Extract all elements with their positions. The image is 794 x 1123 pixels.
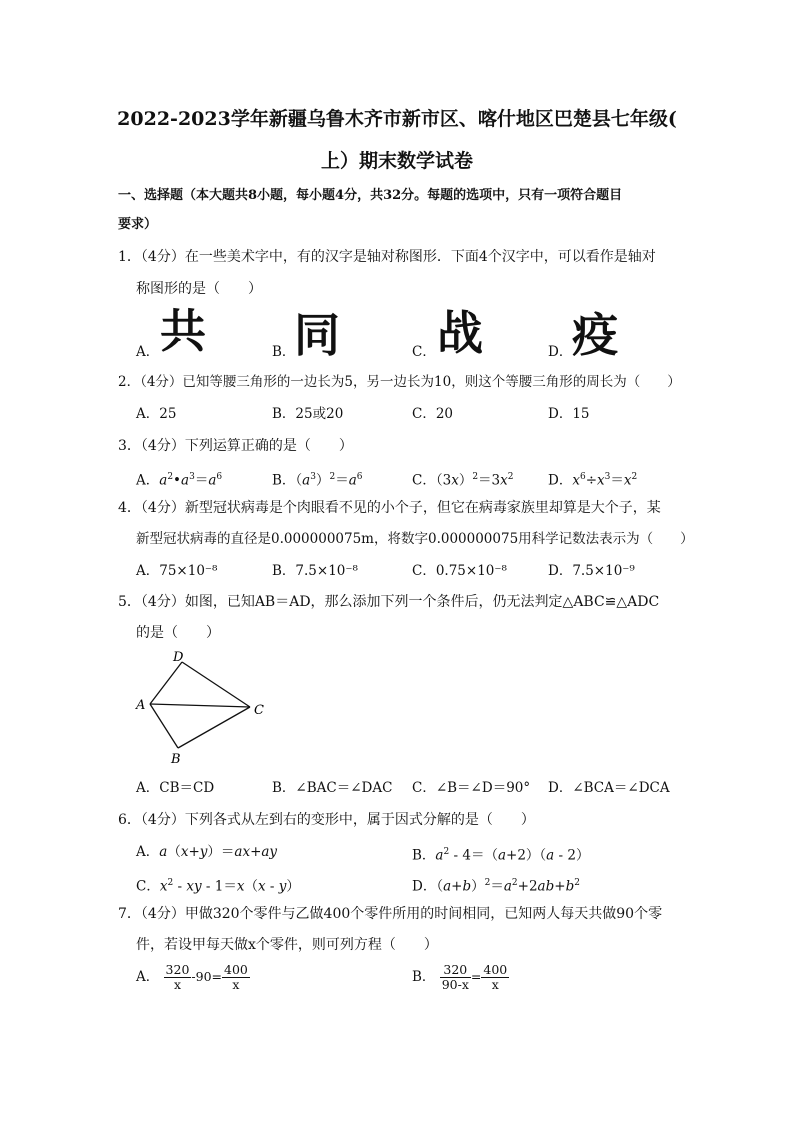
q1-option-d-label: D． bbox=[548, 344, 573, 360]
q4-option-c: C．0.75×10⁻⁸ bbox=[412, 563, 507, 579]
q5-option-c: C．∠B＝∠D＝90° bbox=[412, 780, 531, 796]
q3-option-c: C．$(3x)^2=3x^2$ bbox=[412, 472, 514, 489]
q4-option-a: A．75×10⁻⁸ bbox=[136, 563, 218, 579]
q1-option-c-label: C． bbox=[412, 344, 436, 360]
q1-option-b-label: B． bbox=[272, 344, 296, 360]
question-4-text-cont: 新型冠状病毒的直径是0.000000075m，将数字0.000000075用科学记数法表示为（ ） bbox=[136, 531, 694, 547]
exam-title-line2: 上）期末数学试卷 bbox=[320, 150, 473, 172]
point-label-b: B bbox=[171, 752, 181, 767]
q2-option-c: C．20 bbox=[412, 406, 454, 422]
q3-option-d: D．$x^6\div x^3=x^2$ bbox=[548, 472, 638, 489]
question-2-text: 2．（4分）已知等腰三角形的一边长为5，另一边长为10，则这个等腰三角形的周长为（ ） bbox=[118, 374, 681, 390]
q7-option-b: B． $\frac{320}{90-x}$ = $\frac{400}{x}$ bbox=[412, 962, 508, 992]
question-5-text-cont: 的是（ ） bbox=[136, 625, 220, 641]
question-4-text: 4．（4分）新型冠状病毒是个肉眼看不见的小个子，但它在病毒家族里却算是大个子，某 bbox=[118, 500, 661, 516]
q2-option-a: A．25 bbox=[136, 406, 177, 422]
segment-dc bbox=[182, 662, 250, 707]
question-1-text: 1．（4分）在一些美术字中，有的汉字是轴对称图形．下面4个汉字中，可以看作是轴对 bbox=[118, 249, 656, 265]
question-6-text: 6．（4分）下列各式从左到右的变形中，属于因式分解的是（ ） bbox=[118, 812, 535, 828]
q1-option-a-char: 共 bbox=[160, 304, 206, 358]
q1-option-c-char: 战 bbox=[437, 306, 483, 360]
q6-option-c: C．$x^2$ - xy - 1＝x（x - y） bbox=[136, 878, 300, 895]
q6-option-b: B．$a^2 - 4=(a+2)(a - 2)$ bbox=[412, 847, 590, 864]
q3-option-b: B．$(a^3)^2=a^6$ bbox=[272, 472, 363, 489]
q2-option-d: D．15 bbox=[548, 406, 590, 422]
segment-bc bbox=[178, 707, 250, 748]
q7-option-a: A． $\frac{320}{x}$ -90= $\frac{400}{x}$ bbox=[136, 962, 248, 992]
segment-ab bbox=[150, 704, 178, 748]
exam-title-line1: 2022-2023学年新疆乌鲁木齐市新市区、喀什地区巴楚县七年级( bbox=[117, 108, 677, 130]
q1-option-b-char: 同 bbox=[294, 308, 340, 362]
q6-option-d: D．$(a+b)^2=a^2+2ab+b^2$ bbox=[412, 878, 580, 895]
q1-option-d-char: 疫 bbox=[572, 308, 618, 362]
fraction: $\frac{320}{x}$ bbox=[165, 962, 190, 992]
section-heading: 一、选择题（本大题共8小题，每小题4分，共32分。每题的选项中，只有一项符合题目 bbox=[118, 188, 623, 203]
segment-ad bbox=[150, 662, 182, 704]
q5-option-a: A．CB＝CD bbox=[136, 780, 215, 796]
question-7-text: 7．（4分）甲做320个零件与乙做400个零件所用的时间相同，已知两人每天共做90个零 bbox=[118, 906, 663, 922]
question-3-text: 3．（4分）下列运算正确的是（ ） bbox=[118, 438, 353, 454]
question-5-text: 5．（4分）如图，已知AB＝AD，那么添加下列一个条件后，仍无法判定△ABC≌△ADC bbox=[118, 594, 660, 610]
fraction: $\frac{320}{90-x}$ bbox=[441, 962, 469, 992]
segment-ac bbox=[150, 704, 250, 707]
q2-option-b: B．25或20 bbox=[272, 406, 344, 422]
section-heading-cont: 要求） bbox=[118, 217, 158, 232]
q4-option-b: B．7.5×10⁻⁸ bbox=[272, 563, 358, 579]
question-1-text-cont: 称图形的是（ ） bbox=[136, 281, 262, 297]
q4-option-d: D．7.5×10⁻⁹ bbox=[548, 563, 635, 579]
q5-option-d: D．∠BCA＝∠DCA bbox=[548, 780, 670, 796]
point-label-c: C bbox=[254, 703, 264, 718]
fraction: $\frac{400}{x}$ bbox=[224, 962, 248, 992]
quadrilateral-figure bbox=[130, 645, 280, 770]
q1-option-a-label: A． bbox=[136, 344, 160, 360]
q5-option-b: B．∠BAC＝∠DAC bbox=[272, 780, 393, 796]
fraction: $\frac{400}{x}$ bbox=[483, 962, 508, 992]
point-label-d: D bbox=[173, 650, 184, 665]
point-label-a: A bbox=[136, 698, 146, 713]
q6-option-a: A．a（x+y）＝ax+ay bbox=[136, 844, 278, 860]
question-7-text-cont: 件，若设甲每天做x个零件，则可列方程（ ） bbox=[136, 937, 438, 953]
q3-option-a: A．$a^2•a^3=a^6$ bbox=[136, 472, 223, 489]
